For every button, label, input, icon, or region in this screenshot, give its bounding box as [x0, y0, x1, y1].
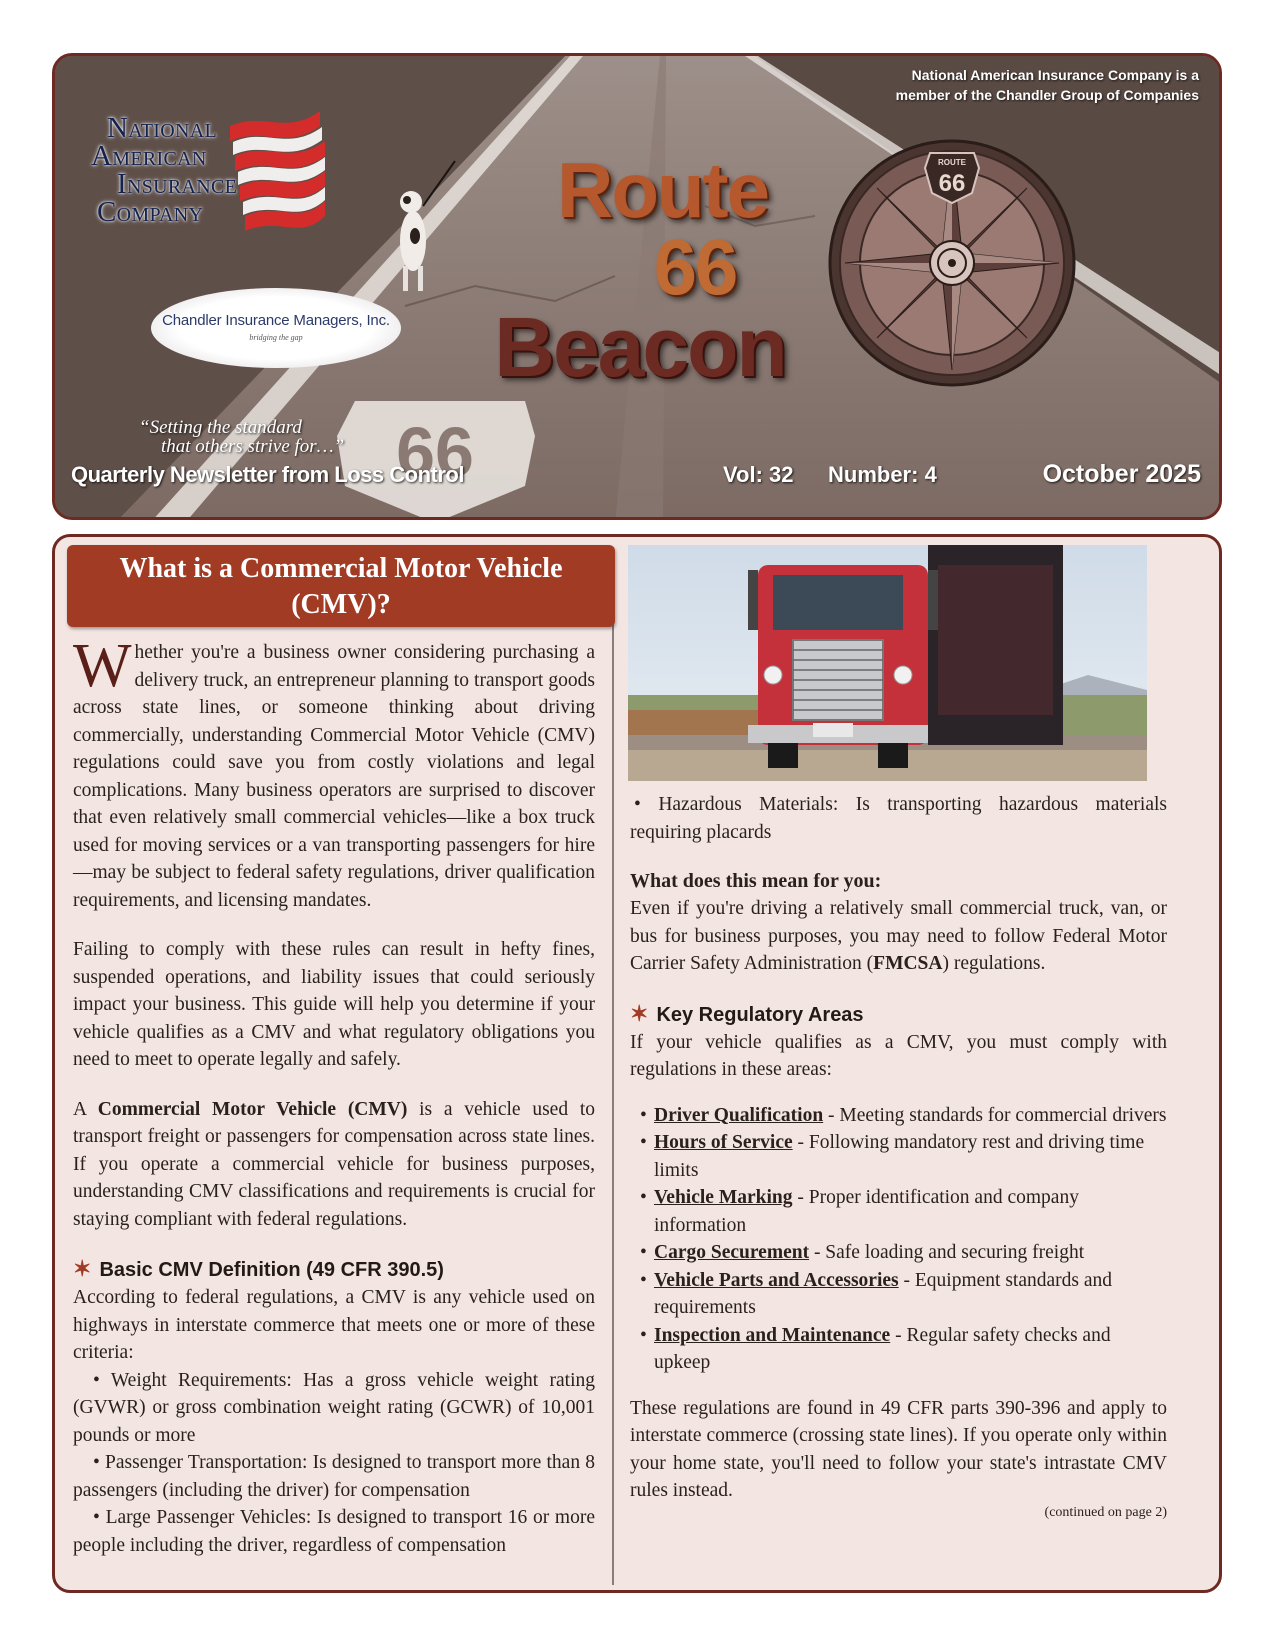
header-banner	[52, 53, 1222, 520]
paragraph-cmv-definition	[73, 1096, 595, 1234]
motto	[139, 418, 439, 456]
svg-text:66: 66	[938, 170, 966, 197]
criteria-text: Passenger Transportation: Is designed to transport more than 8 passengers (including the driver) for compensation	[73, 1452, 596, 1501]
reg-area-item	[630, 1129, 1167, 1184]
cmv-def-pre: A	[73, 1098, 98, 1120]
bullet-icon: •	[640, 1242, 647, 1263]
bullet-icon: •	[640, 1187, 647, 1208]
issue-date: October 2025	[1042, 460, 1201, 488]
reg-area-item	[630, 1102, 1167, 1130]
reg-area-name: Cargo Securement	[654, 1242, 810, 1263]
cmv-term: Commercial Motor Vehicle (CMV)	[97, 1098, 408, 1120]
svg-text:66: 66	[396, 413, 474, 491]
bullet-icon: •	[640, 1269, 647, 1291]
hazmat-item: • Hazardous Materials: Is transporting hazardous materials requiring placards	[630, 794, 1167, 843]
banner-footer	[71, 458, 1201, 492]
compass-icon	[827, 138, 1077, 388]
bullet-icon: •	[640, 1104, 647, 1126]
member-note-line-1: National American Insurance Company is a	[911, 67, 1199, 83]
motto-line-2: that others strive for…”	[161, 436, 345, 457]
left-column	[73, 545, 595, 1559]
bullet-icon: •	[640, 1324, 647, 1346]
chandler-name: Chandler Insurance Managers, Inc.	[162, 312, 390, 329]
bullet-icon: •	[640, 1132, 647, 1153]
criteria-text: Large Passenger Vehicles: Is designed to transport 16 or more people including the driver, regardless of compensation	[73, 1507, 595, 1556]
reg-area-name: Hours of Service	[654, 1132, 793, 1153]
article-title-line-2: (CMV)?	[291, 589, 391, 620]
key-areas-intro: If your vehicle qualifies as a CMV, you must comply with regulations in these areas:	[630, 1031, 1167, 1080]
chandler-logo	[151, 288, 401, 368]
reg-area-desc: - Meeting standards for commercial drivers	[823, 1104, 1167, 1126]
intro-text: hether you're a business owner considering purchasing a delivery truck, an entrepreneur planning to transport goods across state lines, or someone thinking about driving commercially, understanding Commercial Motor Vehicle (CMV) regulations could save you from costly violations and legal complications. Many business operators are surprised to discover that even relatively small commercial vehicles—like a box truck used for moving services or a van transporting passengers for hire—may be subject to federal safety regulations, driver qualification requirements, and licensing mandates.	[73, 642, 595, 911]
star-icon: ✶	[630, 1000, 649, 1026]
meaning-post: ) regulations.	[942, 953, 1046, 974]
intro-paragraph	[73, 632, 595, 914]
number-value: 4	[924, 462, 937, 487]
reg-area-name: Vehicle Parts and Accessories	[654, 1269, 899, 1291]
closing-paragraph: These regulations are found in 49 CFR parts 390-396 and apply to interstate commerce (crossing state lines). If you operate only within your home state, you'll need to follow your state's intrastate CMV rules instead.	[630, 1397, 1167, 1501]
logo-line-national: National	[107, 112, 217, 144]
reg-area-item	[630, 1322, 1167, 1377]
cmv-def-post: is a vehicle used to transport freight or passengers for compensation across state lines. If you operate a commercial vehicle for business purposes, understanding CMV classifications and requirements is crucial for staying compliant with federal regulations.	[73, 1098, 595, 1230]
chandler-tagline: bridging the gap	[249, 333, 303, 342]
reg-area-desc: - Proper identification and company information	[654, 1187, 1079, 1236]
basic-definition-heading	[73, 1255, 595, 1284]
basic-definition-heading-text: Basic CMV Definition (49 CFR 390.5)	[99, 1259, 444, 1281]
volume	[723, 462, 794, 488]
reg-area-name: Vehicle Marking	[654, 1187, 793, 1208]
reg-area-item	[630, 1184, 1167, 1239]
title-route: Route	[557, 146, 768, 234]
volume-value: 32	[769, 462, 794, 487]
reg-area-desc: - Safe loading and securing freight	[809, 1242, 1085, 1263]
article-title-line-1: What is a Commercial Motor Vehicle	[119, 553, 563, 584]
hazmat-text: Hazardous Materials: Is transporting hazardous materials requiring placards	[630, 794, 1167, 843]
member-note	[839, 65, 1199, 105]
number-label: Number:	[828, 462, 919, 487]
motto-line-1: “Setting the standard	[139, 417, 302, 438]
member-note-line-2: member of the Chandler Group of Companies	[895, 87, 1199, 103]
issue-number	[828, 462, 937, 488]
meaning-heading: What does this mean for you:	[630, 870, 882, 892]
svg-text:ROUTE: ROUTE	[938, 158, 966, 167]
reg-area-item	[630, 1239, 1167, 1267]
meaning-pre: Even if you're driving a relatively small commercial truck, van, or bus for business purposes, you may need to follow Federal Motor Carrier Safety Administration (	[630, 898, 1167, 974]
meaning-paragraph	[630, 895, 1167, 978]
star-icon: ✶	[73, 1256, 92, 1281]
logo-line-company: Company	[97, 196, 204, 228]
title-66: 66	[653, 223, 737, 311]
reg-area-name: Inspection and Maintenance	[654, 1324, 891, 1346]
right-column	[630, 545, 1167, 1521]
article-title	[67, 545, 615, 627]
continued-note: (continued on page 2)	[1044, 1504, 1167, 1520]
drop-cap: W	[73, 632, 132, 700]
key-areas-heading	[630, 1000, 1167, 1029]
content-panel	[52, 534, 1222, 1593]
criteria-text: Weight Requirements: Has a gross vehicle weight rating (GVWR) or gross combination weight rating (GCWR) of 10,001 pounds or more	[73, 1369, 595, 1446]
reg-area-desc: - Equipment standards and requirements	[654, 1269, 1112, 1318]
regulatory-areas-list	[630, 1102, 1167, 1377]
reg-area-item	[630, 1267, 1167, 1322]
basic-definition-intro: According to federal regulations, a CMV is any vehicle used on highways in interstate commerce that meets one or more of these criteria:	[73, 1287, 595, 1363]
criteria-item: • Weight Requirements: Has a gross vehicle weight rating (GVWR) or gross combination weight rating (GCWR) of 10,001 pounds or more	[73, 1369, 595, 1446]
reg-area-desc: - Regular safety checks and upkeep	[654, 1324, 1111, 1373]
reg-area-desc: - Following mandatory rest and driving time limits	[654, 1132, 1145, 1181]
criteria-item: • Large Passenger Vehicles: Is designed to transport 16 or more people including the driver, regardless of compensation	[73, 1507, 595, 1556]
volume-label: Vol:	[723, 462, 763, 487]
key-areas-heading-text: Key Regulatory Areas	[656, 1003, 864, 1026]
truck-photo	[628, 545, 1147, 781]
reg-area-name: Driver Qualification	[654, 1104, 824, 1126]
criteria-item: • Passenger Transportation: Is designed to transport more than 8 passengers (including the driver) for compensation	[73, 1452, 596, 1501]
newsletter-subtitle: Quarterly Newsletter from Loss Control	[71, 462, 464, 487]
column-divider	[612, 547, 614, 1585]
fmcsa-term: FMCSA	[873, 953, 943, 974]
paragraph-compliance: Failing to comply with these rules can result in hefty fines, suspended operations, and liability issues that could seriously impact your business. This guide will help you determine if your vehicle qualifies as a CMV and what regulatory obligations you need to meet to operate legally and safely.	[73, 939, 595, 1070]
logo-line-insurance: Insurance	[117, 168, 238, 200]
logo-line-american: American	[91, 140, 207, 172]
title-beacon: Beacon	[494, 300, 786, 394]
